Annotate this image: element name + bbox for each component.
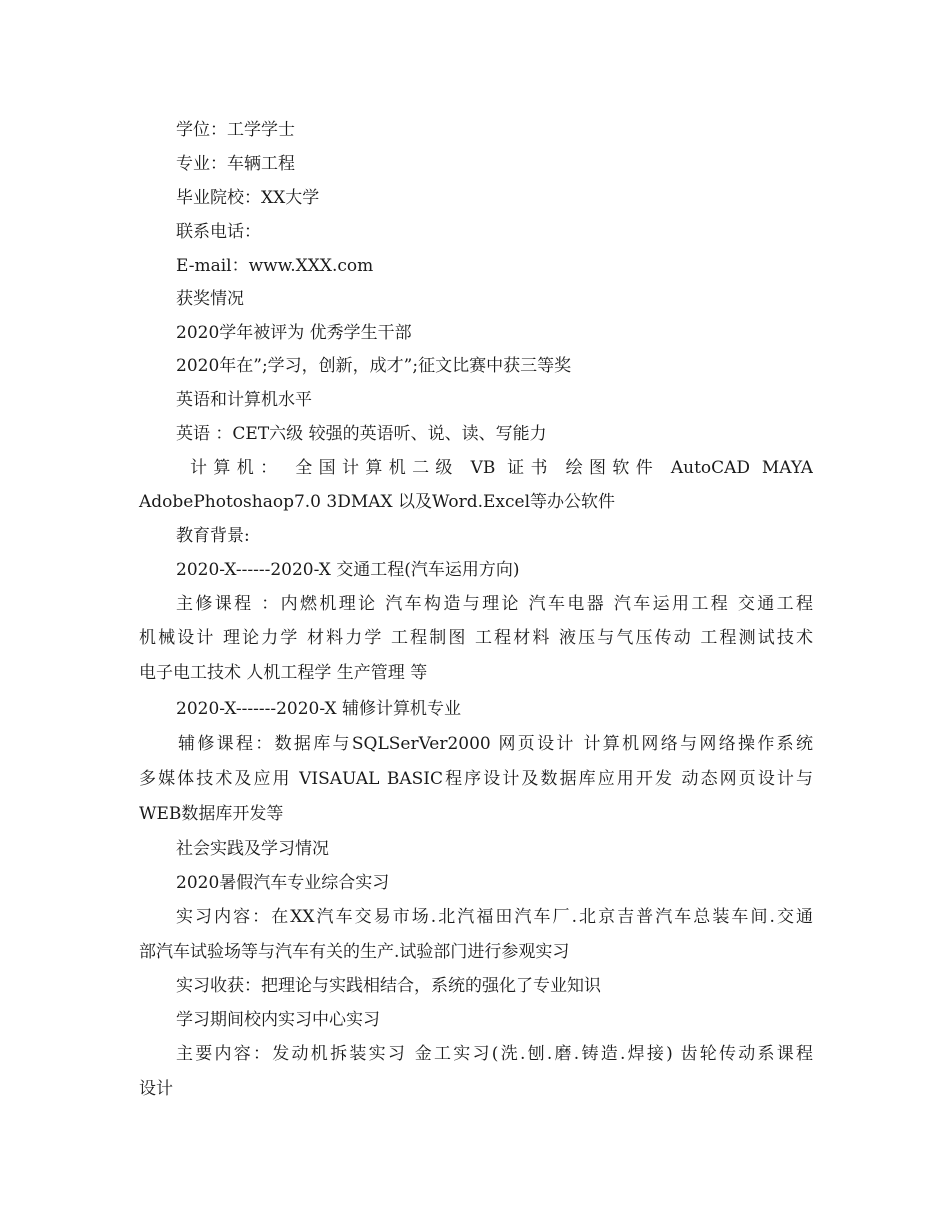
practice-item: 学习期间校内实习中心实习 (176, 1010, 380, 1030)
education-item: 2020-X-------2020-X 辅修计算机专业 (176, 699, 462, 719)
email-line: E-mail：www.XXX.com (176, 256, 374, 276)
education-heading: 教育背景: (176, 526, 250, 546)
minor-courses-line: 辅修课程：数据库与SQLSerVer2000 网页设计 计算机网络与网络操作系统 (178, 734, 813, 754)
practice-heading: 社会实践及学习情况 (176, 839, 329, 859)
major-courses-line-cont: 机械设计 理论力学 材料力学 工程制图 工程材料 液压与气压传动 工程测试技术 (139, 628, 813, 648)
award-item: 2020年在”;学习，创新，成才”;征文比赛中获三等奖 (176, 356, 572, 376)
practice-item: 2020暑假汽车专业综合实习 (176, 873, 390, 893)
skills-heading: 英语和计算机水平 (176, 390, 312, 410)
practice-content-line-cont: 部汽车试验场等与汽车有关的生产.试验部门进行参观实习 (139, 942, 570, 962)
practice-content-line: 实习内容：在XX汽车交易市场.北汽福田汽车厂.北京吉普汽车总装车间.交通 (176, 907, 813, 927)
award-item: 2020学年被评为 优秀学生干部 (176, 323, 412, 343)
minor-courses-line-end: WEB数据库开发等 (139, 804, 284, 824)
computer-line-cont: AdobePhotoshaop7.0 3DMAX 以及Word.Excel等办公软件 (139, 492, 616, 512)
practice-gain-line: 实习收获：把理论与实践相结合，系统的强化了专业知识 (176, 976, 601, 996)
practice-main-line-cont: 设计 (139, 1079, 173, 1099)
education-item: 2020-X------2020-X 交通工程(汽车运用方向) (176, 560, 520, 580)
practice-main-line: 主要内容：发动机拆装实习 金工实习(洗.刨.磨.铸造.焊接) 齿轮传动系课程 (176, 1044, 813, 1064)
computer-line: 计算机： 全国计算机二级 VB 证书 绘图软件 AutoCAD MAYA (190, 458, 813, 478)
degree-line: 学位：工学学士 (176, 120, 295, 140)
awards-heading: 获奖情况 (176, 289, 244, 309)
major-courses-line: 主修课程 ：内燃机理论 汽车构造与理论 汽车电器 汽车运用工程 交通工程 (176, 594, 813, 614)
school-line: 毕业院校：XX大学 (176, 188, 320, 208)
minor-courses-line-cont: 多媒体技术及应用 VISAUAL BASIC程序设计及数据库应用开发 动态网页设计与 (139, 769, 813, 789)
major-line: 专业：车辆工程 (176, 154, 295, 174)
major-courses-line-end: 电子电工技术 人机工程学 生产管理 等 (139, 663, 428, 683)
english-line: 英语 ：CET六级 较强的英语听、说、读、写能力 (176, 424, 547, 444)
phone-line: 联系电话： (176, 222, 261, 242)
